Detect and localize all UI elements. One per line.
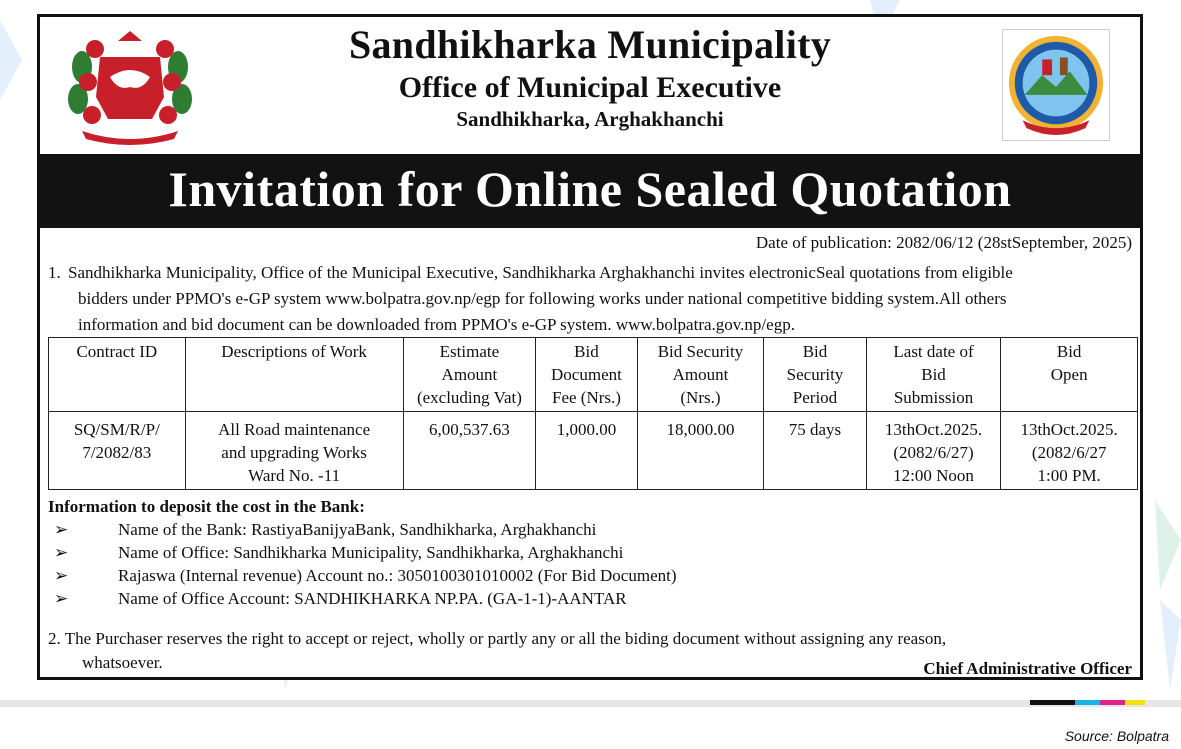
bank-info-section bbox=[48, 495, 1138, 610]
bank-name: Name of the Bank: RastiyaBanijyaBank, Sandhikharka, Arghakhanchi bbox=[118, 520, 597, 539]
color-strip-cyan bbox=[1075, 700, 1100, 705]
arrow-bullet-icon: ➢ bbox=[54, 566, 69, 585]
header-bid-open: Bid Open bbox=[1001, 338, 1138, 412]
arrow-bullet-icon: ➢ bbox=[54, 543, 69, 562]
cell-bid-security-period: 75 days bbox=[764, 412, 866, 490]
account-number: Rajaswa (Internal revenue) Account no.: 3050100301010002 (For Bid Document) bbox=[118, 566, 677, 585]
notice-frame bbox=[37, 14, 1143, 680]
office-name-item: Name of Office: Sandhikharka Municipality, Sandhikharka, Arghakhanchi bbox=[118, 543, 624, 562]
bottom-rule bbox=[0, 700, 1181, 707]
publication-date: Date of publication: 2082/06/12 (28stSeptember, 2025) bbox=[755, 233, 1132, 252]
office-address: Sandhikharka, Arghakhanchi bbox=[456, 107, 724, 131]
color-strip-black bbox=[1030, 700, 1075, 705]
cell-bid-document-fee: 1,000.00 bbox=[536, 412, 637, 490]
notice-header bbox=[40, 17, 1140, 154]
source-credit: Source: Bolpatra bbox=[1064, 728, 1169, 744]
paragraph-line: information and bid document can be downloaded from PPMO's e-GP system. www.bolpatra.gov.np/egp. bbox=[78, 315, 795, 334]
cell-bid-security-amount: 18,000.00 bbox=[637, 412, 764, 490]
cell-bid-open: 13thOct.2025. (2082/6/27 1:00 PM. bbox=[1001, 412, 1138, 490]
office-name: Office of Municipal Executive bbox=[398, 71, 782, 104]
municipality-logo-icon bbox=[1002, 29, 1110, 141]
header-bid-document-fee: Bid Document Fee (Nrs.) bbox=[536, 338, 637, 412]
color-strip-yellow bbox=[1125, 700, 1145, 705]
list-item bbox=[48, 587, 1138, 610]
cell-contract-id: SQ/SM/R/P/ 7/2082/83 bbox=[49, 412, 186, 490]
bank-info-heading: Information to deposit the cost in the Bank: bbox=[48, 497, 365, 516]
arrow-bullet-icon: ➢ bbox=[54, 520, 69, 539]
paragraph-line: Sandhikharka Municipality, Office of the Municipal Executive, Sandhikharka Arghakhanchi invites electronicSeal quotations from eligible bbox=[68, 263, 1013, 282]
list-item bbox=[48, 541, 1138, 564]
header-last-date: Last date of Bid Submission bbox=[866, 338, 1001, 412]
arrow-bullet-icon: ➢ bbox=[54, 589, 69, 608]
table-row bbox=[49, 412, 1138, 490]
paragraph-line: whatsoever. bbox=[82, 653, 163, 672]
cell-description: All Road maintenance and upgrading Works Ward No. -11 bbox=[185, 412, 403, 490]
cell-last-date: 13thOct.2025. (2082/6/27) 12:00 Noon bbox=[866, 412, 1001, 490]
org-name: Sandhikharka Municipality bbox=[348, 22, 832, 67]
paragraph-line: bidders under PPMO's e-GP system www.bolpatra.gov.np/egp for following works under national competitive bidding system.All others bbox=[78, 289, 1007, 308]
header-bid-security-amount: Bid Security Amount (Nrs.) bbox=[637, 338, 764, 412]
header-bid-security-period: Bid Security Period bbox=[764, 338, 866, 412]
header-estimate-amount: Estimate Amount (excluding Vat) bbox=[403, 338, 536, 412]
paragraph-number: 1. bbox=[48, 263, 61, 282]
header-contract-id: Contract ID bbox=[49, 338, 186, 412]
cell-estimate-amount: 6,00,537.63 bbox=[403, 412, 536, 490]
color-strip-magenta bbox=[1100, 700, 1125, 705]
paragraph-line: 2. The Purchaser reserves the right to accept or reject, wholly or partly any or all the biding document without assigning any reason, bbox=[48, 629, 947, 648]
bid-table bbox=[48, 337, 1138, 490]
list-item bbox=[48, 518, 1138, 541]
notice-title-banner: Invitation for Online Sealed Quotation bbox=[40, 154, 1140, 228]
signatory-title: Chief Administrative Officer bbox=[923, 659, 1132, 678]
list-item bbox=[48, 564, 1138, 587]
table-header-row bbox=[49, 338, 1138, 412]
office-account-name: Name of Office Account: SANDHIKHARKA NP.PA. (GA-1-1)-AANTAR bbox=[118, 589, 627, 608]
header-description: Descriptions of Work bbox=[185, 338, 403, 412]
